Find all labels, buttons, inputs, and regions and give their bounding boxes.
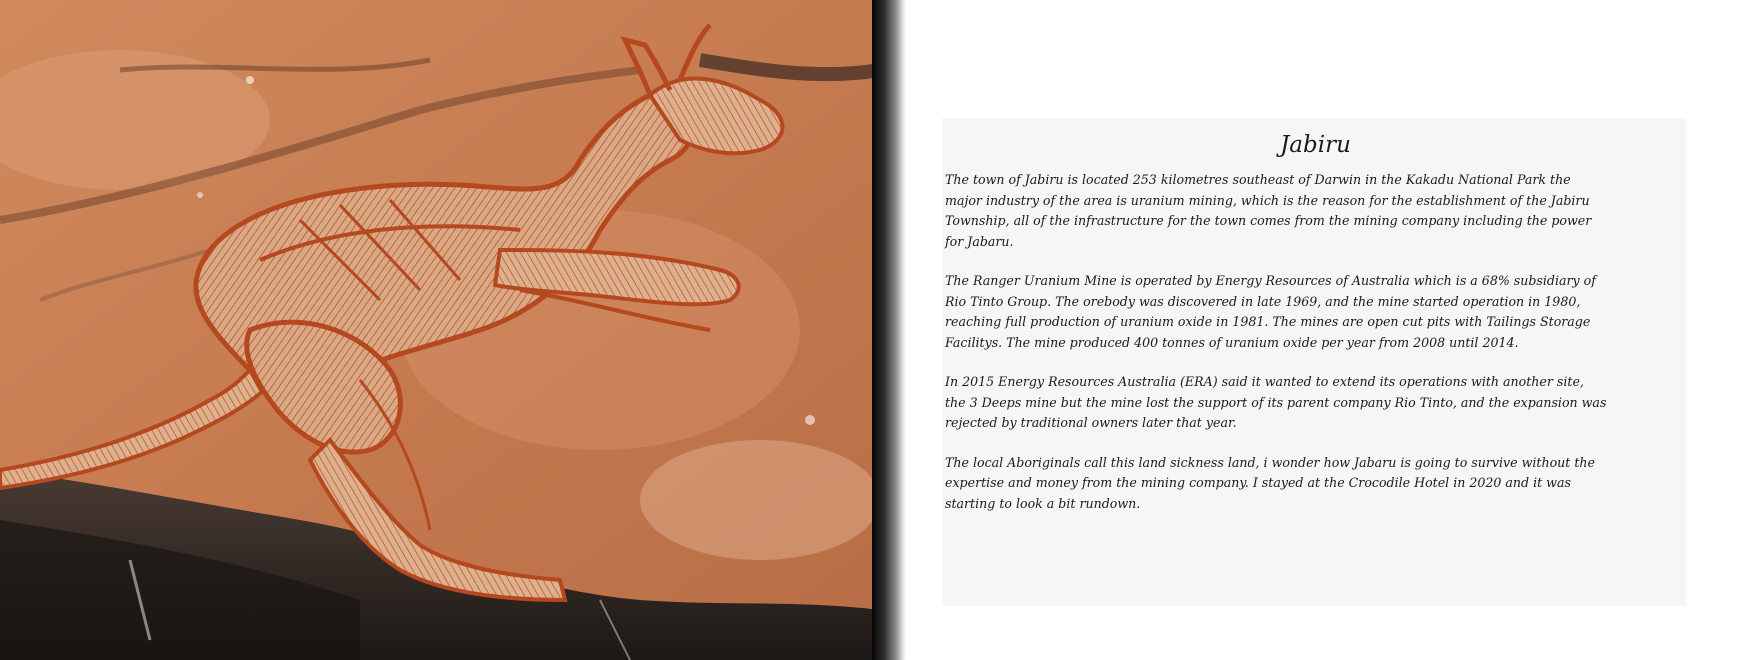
paragraph-1: The town of Jabiru is located 253 kilometres southeast of Darwin in the Kakadu National Park the major industry of the area is uranium mining, which is the reason for the establishment of the Jabiru Township, all of the infrastructure for the town comes from the mining company including the power for Jabaru. [945, 172, 1592, 249]
text-panel [942, 118, 1686, 606]
paragraph-3: In 2015 Energy Resources Australia (ERA) said it wanted to extend its operations with another site, the 3 Deeps mine but the mine lost the support of its parent company Rio Tinto, and the expansion was rejected by traditional owners later that year. [945, 374, 1607, 430]
paragraph-4: The local Aboriginals call this land sickness land, i wonder how Jabaru is going to survive without the expertise and money from the mining company. I stayed at the Crocodile Hotel in 2020 and it was starting to look a bit rundown. [945, 454, 1595, 511]
book-spine-shadow [872, 0, 906, 660]
page-title: Jabiru [1280, 132, 1351, 158]
paragraph-2: The Ranger Uranium Mine is operated by Energy Resources of Australia which is a 68% subsidiary of Rio Tinto Group. The orebody was discovered in late 1969, and the mine started operation in 1980, reaching full production of uranium oxide in 1981. The mines are open cut pits with Tailings Storage Facilitys. The mine produced 400 tonnes of uranium oxide per year from 2008 until 2014. [945, 273, 1596, 350]
